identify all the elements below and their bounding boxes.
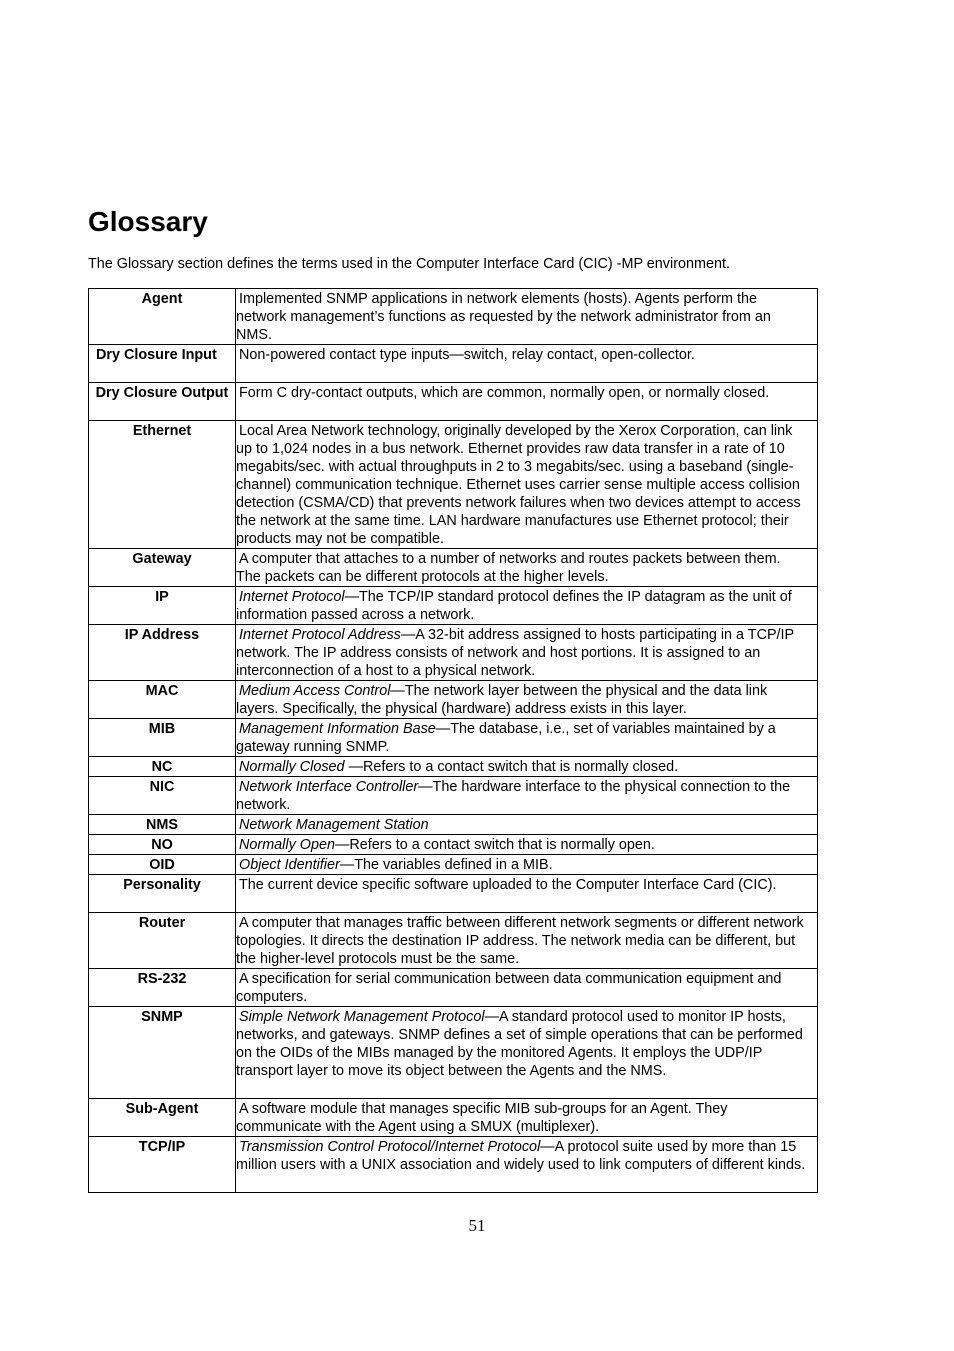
definition-text: —A 32-bit address assigned to hosts participating in a TCP/IP network. The IP address consists of network and host portions. It is assigned to an interconnection of a host to a physical network. [236, 627, 794, 679]
glossary-definition [236, 757, 818, 777]
table-row [89, 549, 818, 587]
glossary-definition [236, 855, 818, 875]
glossary-term: Gateway [89, 549, 236, 587]
glossary-definition [236, 289, 818, 345]
table-row [89, 719, 818, 757]
glossary-term: MAC [89, 681, 236, 719]
definition-expansion: Network Interface Controller [239, 779, 419, 795]
definition-expansion: Normally Closed [239, 759, 349, 775]
glossary-definition [236, 777, 818, 815]
glossary-definition [236, 681, 818, 719]
glossary-term: RS-232 [89, 969, 236, 1007]
definition-text: A computer that attaches to a number of networks and routes packets between them. The packets can be different protocols at the higher levels. [236, 551, 781, 585]
glossary-definition [236, 815, 818, 835]
definition-text: —The hardware interface to the physical connection to the network. [236, 779, 791, 813]
definition-text: —The variables defined in a MIB. [339, 857, 553, 873]
table-row [89, 835, 818, 855]
definition-expansion: Management Information Base [239, 721, 436, 737]
definition-expansion: Transmission Control Protocol/Internet Protocol [239, 1139, 541, 1155]
definition-text: A specification for serial communication between data communication equipment and computers. [236, 971, 782, 1005]
definition-expansion: Simple Network Management Protocol [239, 1009, 485, 1025]
definition-text: —The network layer between the physical and the data link layers. Specifically, the physical (hardware) address exists in this layer. [236, 683, 768, 717]
definition-text: Implemented SNMP applications in network elements (hosts). Agents perform the network management’s functions as requested by the network administrator from an NMS. [236, 291, 771, 343]
table-row [89, 855, 818, 875]
glossary-definition [236, 875, 818, 913]
table-row [89, 625, 818, 681]
table-row [89, 587, 818, 625]
definition-text: A software module that manages specific MIB sub-groups for an Agent. They communicate with the Agent using a SMUX (multiplexer). [236, 1101, 728, 1135]
definition-expansion: Internet Protocol [239, 589, 345, 605]
glossary-definition [236, 969, 818, 1007]
definition-text: Form C dry-contact outputs, which are common, normally open, or normally closed. [239, 385, 770, 401]
glossary-definition [236, 719, 818, 757]
glossary-term: Sub-Agent [89, 1099, 236, 1137]
glossary-definition [236, 1007, 818, 1099]
definition-expansion: Object Identifier [239, 857, 340, 873]
intro-paragraph: The Glossary section defines the terms used in the Computer Interface Card (CIC) -MP environment. [88, 256, 730, 272]
definition-text: —A protocol suite used by more than 15 million users with a UNIX association and widely used to link computers of different kinds. [236, 1139, 806, 1173]
glossary-term: IP [89, 587, 236, 625]
definition-text: Non-powered contact type inputs—switch, relay contact, open-collector. [239, 347, 695, 363]
definition-text: Local Area Network technology, originally developed by the Xerox Corporation, can link up to 1,024 nodes in a bus network. Ethernet provides raw data transfer in a rate of 10 megabits/sec. with actual throughputs in 2 to 3 megabits/sec. using a baseband (single-channel) communication technique. Ethernet uses carrier sense multiple access collision detection (CSMA/CD) that prevents network failures when two devices attempt to access the network at the same time. LAN hardware manufactures use Ethernet protocol; their products may not be compatible. [236, 423, 801, 547]
glossary-definition [236, 383, 818, 421]
glossary-term: NC [89, 757, 236, 777]
glossary-definition [236, 913, 818, 969]
glossary-term: NO [89, 835, 236, 855]
table-row [89, 345, 818, 383]
glossary-definition [236, 587, 818, 625]
definition-text: —Refers to a contact switch that is normally open. [334, 837, 655, 853]
table-row [89, 1099, 818, 1137]
glossary-term: OID [89, 855, 236, 875]
glossary-definition [236, 421, 818, 549]
glossary-definition [236, 835, 818, 855]
table-row [89, 681, 818, 719]
glossary-term: Personality [89, 875, 236, 913]
definition-text: —A standard protocol used to monitor IP hosts, networks, and gateways. SNMP defines a set of simple operations that can be performed on the OIDs of the MIBs managed by the monitored Agents. It employs the UDP/IP transport layer to move its object between the Agents and the NMS. [236, 1009, 803, 1079]
glossary-definition [236, 549, 818, 587]
page-number: 51 [468, 1216, 486, 1235]
table-row [89, 969, 818, 1007]
table-row [89, 383, 818, 421]
table-row [89, 815, 818, 835]
glossary-definition [236, 1099, 818, 1137]
glossary-term: Dry Closure Input [89, 345, 236, 383]
page-title: Glossary [88, 206, 208, 237]
table-row [89, 289, 818, 345]
table-row [89, 421, 818, 549]
glossary-table [88, 288, 818, 1193]
glossary-term: NMS [89, 815, 236, 835]
definition-expansion: Internet Protocol Address [239, 627, 401, 643]
glossary-term: Router [89, 913, 236, 969]
definition-text: The current device specific software uploaded to the Computer Interface Card (CIC). [239, 877, 777, 893]
definition-text: —Refers to a contact switch that is normally closed. [348, 759, 679, 775]
glossary-term: NIC [89, 777, 236, 815]
glossary-definition [236, 345, 818, 383]
glossary-term: IP Address [89, 625, 236, 681]
table-row [89, 777, 818, 815]
glossary-definition [236, 1137, 818, 1193]
table-row [89, 913, 818, 969]
definition-expansion: Network Management Station [239, 817, 429, 833]
table-row [89, 1007, 818, 1099]
table-row [89, 757, 818, 777]
definition-text: —The database, i.e., set of variables maintained by a gateway running SNMP. [236, 721, 776, 755]
definition-expansion: Normally Open [239, 837, 335, 853]
glossary-term: Agent [89, 289, 236, 345]
glossary-term: Ethernet [89, 421, 236, 549]
glossary-definition [236, 625, 818, 681]
definition-text: A computer that manages traffic between different network segments or different network topologies. It directs the destination IP address. The network media can be different, but the higher-level protocols must be the same. [236, 915, 804, 967]
table-row [89, 1137, 818, 1193]
definition-text: —The TCP/IP standard protocol defines the IP datagram as the unit of information passed across a network. [236, 589, 792, 623]
glossary-term: SNMP [89, 1007, 236, 1099]
glossary-term: TCP/IP [89, 1137, 236, 1193]
definition-expansion: Medium Access Control [239, 683, 391, 699]
glossary-term: Dry Closure Output [89, 383, 236, 421]
glossary-term: MIB [89, 719, 236, 757]
table-row [89, 875, 818, 913]
